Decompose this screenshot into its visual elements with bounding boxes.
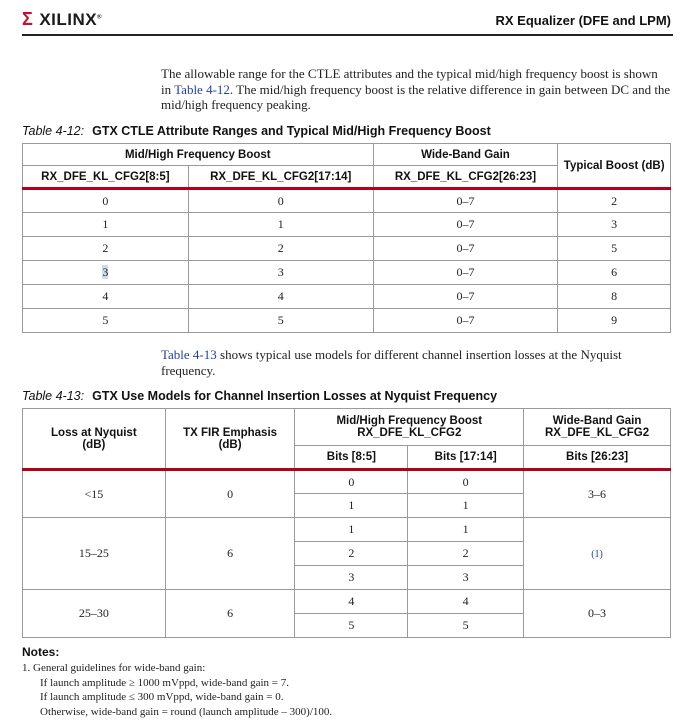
cell: <15: [23, 470, 166, 518]
header-loss-at-nyquist: [23, 409, 166, 470]
table-4-13-caption: [22, 389, 497, 403]
notes-heading: Notes:: [22, 645, 60, 659]
note-item: 1. General guidelines for wide-band gain:: [22, 662, 206, 674]
cell: 1: [295, 494, 408, 518]
notes-body: [22, 661, 332, 719]
caption-number: Table 4-12:: [22, 124, 85, 138]
page-header: [0, 0, 691, 36]
header-divider: [22, 34, 673, 36]
cell: 0: [295, 470, 408, 494]
footnote-link[interactable]: (1): [591, 549, 603, 560]
header-bits-26-23: Bits [26:23]: [524, 446, 671, 470]
header-tx-fir-emphasis: [165, 409, 295, 470]
selected-text: 3: [102, 265, 109, 279]
header-bits-17-14: Bits [17:14]: [408, 446, 524, 470]
cell: [23, 261, 189, 285]
cell: 0: [165, 470, 295, 518]
label: Wide-Band Gain: [552, 415, 642, 427]
cell: 2: [188, 237, 373, 261]
cell: 6: [558, 261, 671, 285]
cell: 5: [188, 309, 373, 333]
cell: 1: [408, 518, 524, 542]
header-cfg2-26-23: RX_DFE_KL_CFG2[26:23]: [373, 166, 558, 189]
header-wide-band-gain: [524, 409, 671, 446]
cell: 1: [408, 494, 524, 518]
caption-title: GTX CTLE Attribute Ranges and Typical Mid/High Frequency Boost: [92, 124, 491, 138]
note-line: If launch amplitude ≥ 1000 mVppd, wide-band gain = 7.: [40, 676, 289, 689]
cell: 5: [23, 309, 189, 333]
intro-text-a: The allowable range for the CTLE attributes and the typical mid/high frequency boost is shown in: [161, 66, 658, 97]
cell: 6: [165, 518, 295, 590]
label: (dB): [82, 438, 106, 451]
label: Loss at Nyquist: [51, 426, 137, 439]
label: RX_DFE_KL_CFG2: [357, 427, 462, 439]
label: RX_DFE_KL_CFG2: [544, 427, 650, 439]
header-mid-high-boost: Mid/High Frequency Boost: [23, 144, 374, 166]
cell: 9: [558, 309, 671, 333]
cell: 25–30: [23, 590, 166, 638]
cell: 5: [295, 614, 408, 638]
table-row: [23, 470, 671, 494]
table-4-12: [22, 143, 671, 333]
label: TX FIR Emphasis: [183, 426, 278, 439]
cell: 3–6: [524, 470, 671, 518]
table-row: [23, 590, 671, 614]
cell: 1: [23, 213, 189, 237]
caption-number: Table 4-13:: [22, 389, 85, 403]
header-bits-8-5: Bits [8:5]: [295, 446, 408, 470]
cell: 4: [188, 285, 373, 309]
header-wide-band-gain: Wide-Band Gain: [373, 144, 558, 166]
header-typical-boost: Typical Boost (dB): [558, 144, 671, 189]
label: Mid/High Frequency Boost: [336, 415, 483, 427]
cell: 3: [295, 566, 408, 590]
cell: 5: [558, 237, 671, 261]
header-cfg2-17-14: RX_DFE_KL_CFG2[17:14]: [188, 166, 373, 189]
table-row: [23, 261, 671, 285]
section-title: RX Equalizer (DFE and LPM): [495, 13, 671, 28]
table-4-13-link[interactable]: Table 4-13: [161, 347, 217, 362]
xilinx-logo: Σ XILINX®: [22, 9, 103, 29]
cell: 0–7: [373, 309, 558, 333]
intro-text-b: . The mid/high frequency boost is the relative difference in gain between DC and the mid/high frequency peaking.: [161, 81, 671, 112]
cell: 3: [188, 261, 373, 285]
cell: 2: [558, 189, 671, 213]
cell: 5: [408, 614, 524, 638]
cell: [524, 518, 671, 590]
header-cfg2-8-5: RX_DFE_KL_CFG2[8:5]: [23, 166, 189, 189]
table-row: [23, 189, 671, 213]
cell: 2: [408, 542, 524, 566]
note-line: If launch amplitude ≤ 300 mVppd, wide-band gain = 0.: [40, 691, 284, 703]
cell: 0–7: [373, 189, 558, 213]
cell: 4: [408, 590, 524, 614]
cell: 0–7: [373, 213, 558, 237]
cell: 4: [295, 590, 408, 614]
table-row: [23, 309, 671, 333]
table-4-13: [22, 408, 671, 638]
label: (dB): [218, 438, 242, 451]
cell: 2: [295, 542, 408, 566]
cell: 2: [23, 237, 189, 261]
cell: 1: [188, 213, 373, 237]
caption-title: GTX Use Models for Channel Insertion Losses at Nyquist Frequency: [92, 389, 498, 403]
cell: 3: [408, 566, 524, 590]
table-row: [23, 285, 671, 309]
cell: 0–7: [373, 261, 558, 285]
header-mid-high-boost: [295, 409, 524, 446]
cell: 1: [295, 518, 408, 542]
table-4-12-link[interactable]: Table 4-12: [174, 81, 230, 97]
logo-text: XILINX: [39, 10, 98, 29]
cell: 8: [558, 285, 671, 309]
cell: 3: [558, 213, 671, 237]
cell: 6: [165, 590, 295, 638]
cell: 0–7: [373, 237, 558, 261]
cell: 15–25: [23, 518, 166, 590]
table-4-12-caption: [22, 124, 491, 138]
table-row: [23, 237, 671, 261]
cell: 0: [188, 189, 373, 213]
cell: 0–3: [524, 590, 671, 638]
table-4-13-paragraph: [161, 347, 671, 378]
cell: 0: [23, 189, 189, 213]
table-row: [23, 518, 671, 542]
table-row: [23, 213, 671, 237]
cell: 4: [23, 285, 189, 309]
cell: 0: [408, 470, 524, 494]
intro-paragraph: [161, 66, 671, 113]
cell: 0–7: [373, 285, 558, 309]
mid-text: shows typical use models for different channel insertion losses at the Nyquist frequency.: [161, 347, 622, 378]
note-line: Otherwise, wide-band gain = round (launch amplitude – 300)/100.: [40, 705, 333, 718]
xilinx-logo-icon: Σ: [22, 9, 34, 29]
